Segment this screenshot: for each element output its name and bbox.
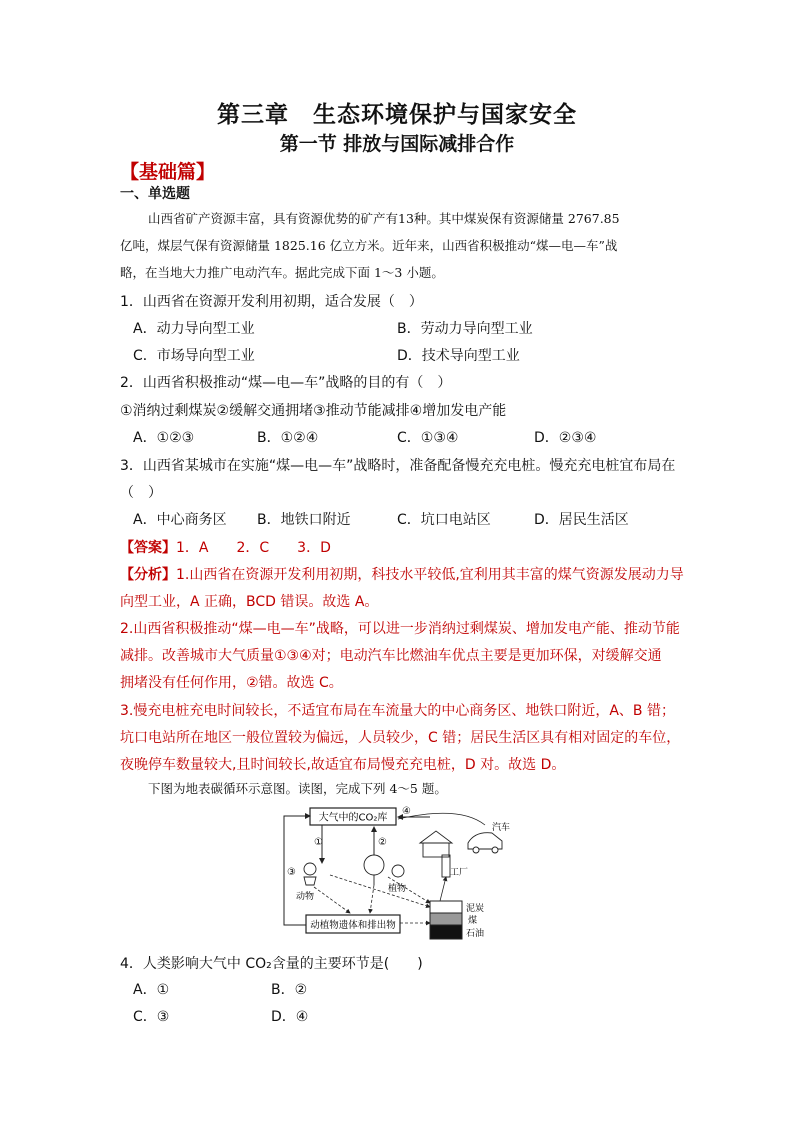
car-loop: [398, 813, 485, 825]
plant-label: 植物: [388, 884, 407, 894]
question-2-option-c: C．①③④: [397, 430, 459, 446]
question-3-stem: 3．山西省某城市在实施“煤—电—车”战略时，准备配备慢充充电桩。慢充充电桩宜布局在: [120, 458, 676, 474]
label-n1: ①: [314, 837, 323, 848]
analysis-p3-line-3: 夜晚停车数量较大,且时间较长,故适宜布局慢充充电桩，D 对。故选 D。: [120, 757, 566, 773]
oil-layer: [430, 925, 462, 939]
answer-text: 1．A 2．C 3．D: [176, 540, 331, 556]
question-2-items: ①消纳过剩煤炭②缓解交通拥堵③推动节能减排④增加发电产能: [120, 403, 507, 419]
analysis-label: 【分析】: [120, 567, 176, 583]
animal-icon: [304, 863, 316, 875]
analysis-p2-line-1: 2.山西省积极推动“煤—电—车”战略，可以进一步消纳过剩煤炭、增加发电产能、推动节能: [120, 621, 680, 637]
analysis-p3-line-1: 3.慢充电桩充电时间较长，不适宜布局在车流量大的中心商务区、地铁口附近，A、B 错；: [120, 703, 675, 719]
carbon-cycle-diagram: [270, 805, 530, 945]
label-n3: ③: [287, 867, 296, 878]
peat-label: 泥炭: [466, 904, 485, 914]
passage-line-3: 略，在当地大力推广电动汽车。据此完成下面 1～3 小题。: [120, 265, 444, 280]
question-3-option-b: B．地铁口附近: [257, 512, 351, 528]
peat-layer: [430, 901, 462, 913]
question-3-option-a: A．中心商务区: [133, 512, 227, 528]
question-2-stem: 2．山西省积极推动“煤—电—车”战略的目的有（ ）: [120, 375, 452, 391]
label-n4: ④: [402, 806, 411, 817]
question-2-option-a: A．①②③: [133, 430, 195, 446]
coal-layer: [430, 913, 462, 925]
car-label: 汽车: [492, 823, 511, 833]
section-title: 第一节 排放与国际减排合作: [279, 133, 515, 155]
factory-label: 工厂: [450, 868, 469, 878]
passage-line-1: 山西省矿产资源丰富，具有资源优势的矿产有13种。其中煤炭保有资源储量 2767.85: [148, 211, 620, 226]
answer-line: [120, 537, 331, 557]
question-3-option-c: C．坑口电站区: [397, 512, 491, 528]
question-4-option-a: A．①: [133, 982, 170, 998]
question-3-option-d: D．居民生活区: [534, 512, 629, 528]
factory-icon: [442, 855, 450, 877]
remains-label: 动植物遗体和排出物: [310, 920, 396, 931]
oil-label: 石油: [466, 929, 485, 939]
chapter-title: 第三章 生态环境保护与国家安全: [217, 101, 577, 128]
answer-label: 【答案】: [120, 540, 176, 556]
question-3-stem-continued: （ ）: [120, 485, 162, 501]
question-1-option-d: D．技术导向型工业: [397, 348, 520, 364]
plant-icon: [364, 855, 384, 875]
question-2-option-d: D．②③④: [534, 430, 597, 446]
coal-label: 煤: [468, 916, 478, 926]
analysis-p2-line-3: 拥堵没有任何作用，②错。故选 C。: [120, 675, 343, 691]
passage-2: 下图为地表碳循环示意图。读图，完成下列 4～5 题。: [148, 781, 447, 796]
analysis-p1-line-1: 1.山西省在资源开发利用初期，科技水平较低,宜利用其丰富的煤气资源发展动力导: [176, 567, 684, 583]
question-2-option-b: B．①②④: [257, 430, 319, 446]
analysis-p3-line-2: 坑口电站所在地区一般位置较为偏远，人员较少，C 错；居民生活区具有相对固定的车位，: [120, 730, 681, 746]
house-icon: [420, 831, 452, 843]
label-n2: ②: [378, 837, 387, 848]
atmosphere-label: 大气中的CO₂库: [318, 812, 388, 824]
question-1-option-a: A．动力导向型工业: [133, 321, 255, 337]
car-icon: [468, 833, 502, 849]
question-1-option-c: C．市场导向型工业: [133, 348, 255, 364]
question-4-option-c: C．③: [133, 1009, 170, 1025]
question-4-option-d: D．④: [271, 1009, 309, 1025]
analysis-p2-line-2: 减排。改善城市大气质量①③④对；电动汽车比燃油车优点主要是更加环保，对缓解交通: [120, 648, 662, 664]
question-4-option-b: B．②: [271, 982, 308, 998]
question-type-heading: 一、单选题: [120, 186, 190, 202]
question-4-stem: 4．人类影响大气中 CO₂含量的主要环节是( ): [120, 956, 423, 972]
analysis-line-1: [120, 564, 684, 584]
analysis-p1-line-2: 向型工业，A 正确，BCD 错误。故选 A。: [120, 594, 379, 610]
section-label: 【基础篇】: [120, 161, 216, 183]
question-1-option-b: B．劳动力导向型工业: [397, 321, 533, 337]
animal-label: 动物: [296, 892, 315, 902]
passage-line-2: 亿吨，煤层气保有资源储量 1825.16 亿立方米。近年来，山西省积极推动“煤—电—车”战: [120, 238, 618, 253]
question-1-stem: 1．山西省在资源开发利用初期，适合发展（ ）: [120, 294, 423, 310]
